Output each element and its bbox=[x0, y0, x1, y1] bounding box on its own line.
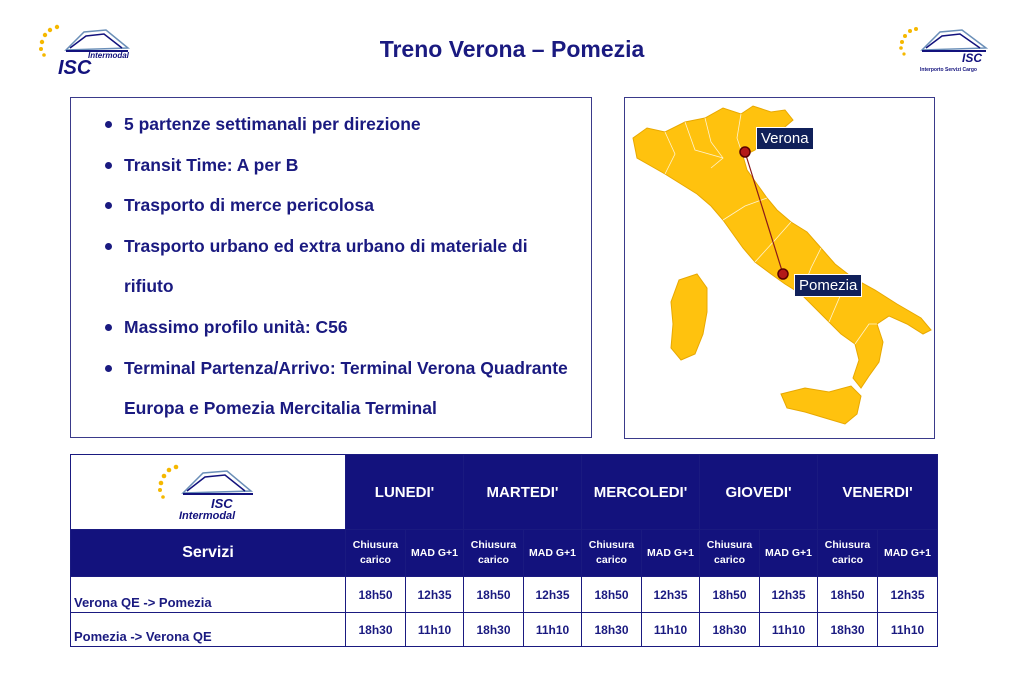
bullet-icon bbox=[105, 243, 112, 250]
time-cell: 18h30 bbox=[818, 613, 878, 647]
feature-item: Transit Time: A per B bbox=[71, 145, 591, 186]
feature-item: Massimo profilo unità: C56 bbox=[71, 307, 591, 348]
subheader-mad: MAD G+1 bbox=[760, 530, 818, 577]
logo-isc-text: ISC bbox=[58, 57, 92, 76]
bullet-icon bbox=[105, 121, 112, 128]
time-cell: 18h30 bbox=[700, 613, 760, 647]
time-cell: 18h30 bbox=[464, 613, 524, 647]
time-cell: 18h50 bbox=[464, 577, 524, 613]
pomezia-marker-icon bbox=[778, 269, 788, 279]
day-header-tuesday: MARTEDI' bbox=[464, 455, 582, 530]
route-label: Pomezia -> Verona QE bbox=[71, 613, 346, 647]
time-cell: 12h35 bbox=[524, 577, 582, 613]
logo-right-sub-text: Interporto Servizi Cargo bbox=[920, 67, 977, 73]
time-cell: 18h50 bbox=[346, 577, 406, 613]
subheader-closing: Chiusura carico bbox=[582, 530, 642, 577]
isc-cargo-logo bbox=[896, 26, 992, 74]
table-logo-isc-text: ISC bbox=[211, 496, 233, 511]
time-cell: 11h10 bbox=[524, 613, 582, 647]
time-cell: 18h30 bbox=[346, 613, 406, 647]
time-cell: 18h50 bbox=[582, 577, 642, 613]
logo-right-isc-text: ISC bbox=[962, 51, 983, 65]
bullet-icon bbox=[105, 162, 112, 169]
time-cell: 11h10 bbox=[878, 613, 938, 647]
services-header: Servizi bbox=[71, 530, 346, 577]
features-list bbox=[71, 104, 591, 429]
time-cell: 11h10 bbox=[760, 613, 818, 647]
table-row bbox=[71, 577, 938, 613]
subheader-closing: Chiusura carico bbox=[700, 530, 760, 577]
verona-label: Verona bbox=[756, 127, 814, 150]
time-cell: 11h10 bbox=[642, 613, 700, 647]
feature-item: 5 partenze settimanali per direzione bbox=[71, 104, 591, 145]
bullet-icon bbox=[105, 202, 112, 209]
logo-intermodal-text: Intermodal bbox=[88, 51, 129, 60]
isc-intermodal-logo bbox=[153, 463, 263, 521]
day-header-monday: LUNEDI' bbox=[346, 455, 464, 530]
time-cell: 12h35 bbox=[760, 577, 818, 613]
subheader-mad: MAD G+1 bbox=[524, 530, 582, 577]
time-cell: 12h35 bbox=[642, 577, 700, 613]
time-cell: 12h35 bbox=[878, 577, 938, 613]
schedule-table bbox=[70, 454, 938, 647]
table-logo-cell bbox=[71, 455, 346, 530]
subheader-closing: Chiusura carico bbox=[818, 530, 878, 577]
table-row bbox=[71, 613, 938, 647]
subheader-closing: Chiusura carico bbox=[346, 530, 406, 577]
route-label: Verona QE -> Pomezia bbox=[71, 577, 346, 613]
page-title: Treno Verona – Pomezia bbox=[379, 36, 645, 62]
time-cell: 11h10 bbox=[406, 613, 464, 647]
subheader-mad: MAD G+1 bbox=[878, 530, 938, 577]
feature-item: Trasporto urbano ed extra urbano di materiale di rifiuto bbox=[71, 226, 591, 307]
sicily-shape bbox=[781, 386, 861, 424]
time-cell: 18h30 bbox=[582, 613, 642, 647]
table-logo-intermodal-text: Intermodal bbox=[179, 510, 236, 521]
subheader-mad: MAD G+1 bbox=[642, 530, 700, 577]
time-cell: 12h35 bbox=[406, 577, 464, 613]
time-cell: 18h50 bbox=[818, 577, 878, 613]
feature-item: Trasporto di merce pericolosa bbox=[71, 185, 591, 226]
features-box bbox=[70, 97, 592, 438]
time-cell: 18h50 bbox=[700, 577, 760, 613]
bullet-icon bbox=[105, 324, 112, 331]
day-header-friday: VENERDI' bbox=[818, 455, 938, 530]
day-header-wednesday: MERCOLEDI' bbox=[582, 455, 700, 530]
pomezia-label: Pomezia bbox=[794, 274, 862, 297]
italy-route-map bbox=[624, 97, 935, 439]
subheader-mad: MAD G+1 bbox=[406, 530, 464, 577]
bullet-icon bbox=[105, 365, 112, 372]
feature-item: Terminal Partenza/Arrivo: Terminal Verona Quadrante Europa e Pomezia Mercitalia Terminal bbox=[71, 348, 591, 429]
subheader-closing: Chiusura carico bbox=[464, 530, 524, 577]
day-header-thursday: GIOVEDI' bbox=[700, 455, 818, 530]
sardinia-shape bbox=[671, 274, 707, 360]
verona-marker-icon bbox=[740, 147, 750, 157]
